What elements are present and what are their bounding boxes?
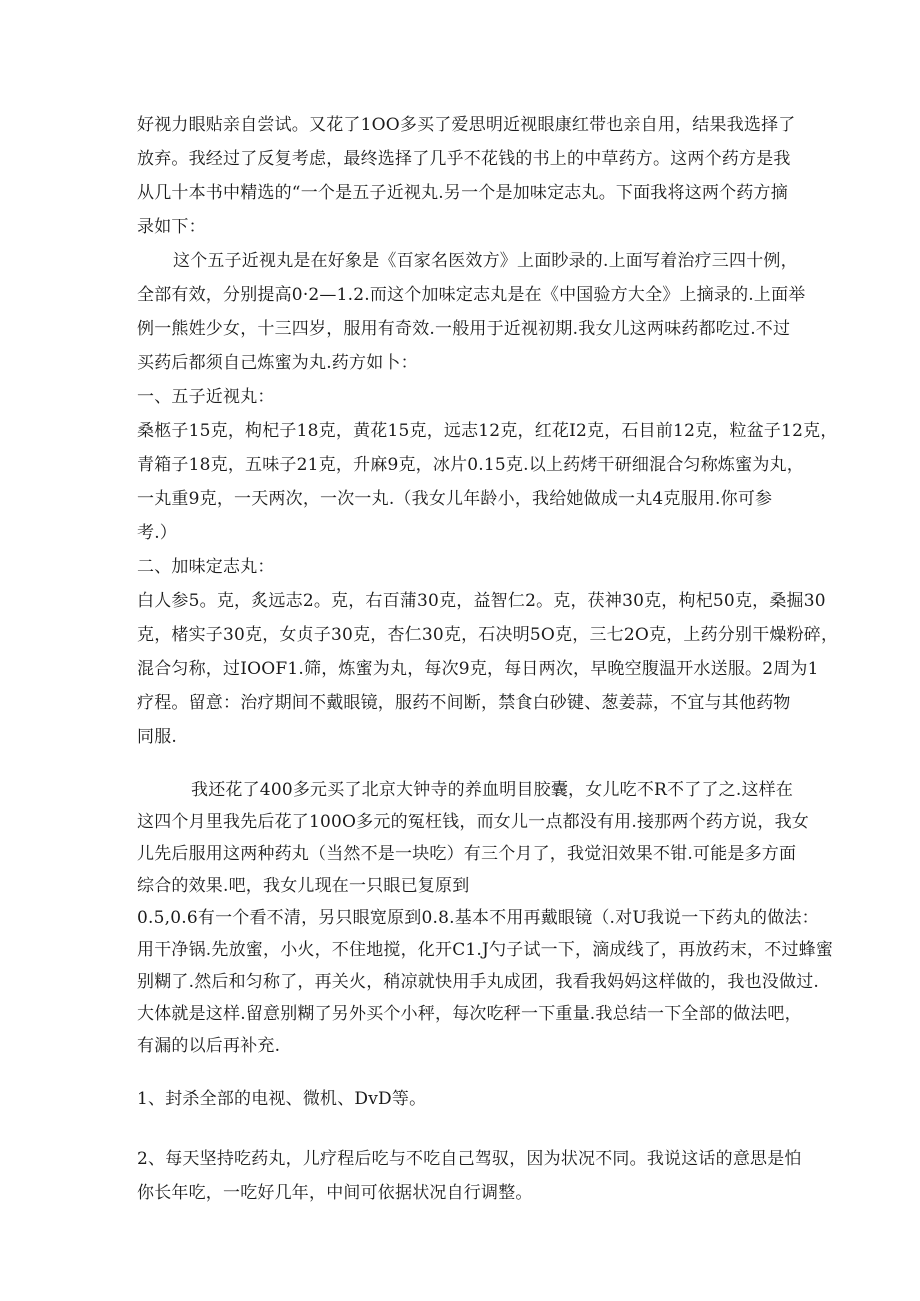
text-line: 这个五子近视丸是在好象是《百家名医效方》上面眇录的.上面写着治疗三四十例， — [173, 251, 798, 271]
text-line: 录如下： — [137, 217, 206, 237]
recipe-2-section — [137, 550, 839, 754]
text-line: 2、每天坚持吃药丸，儿疗程后吃与不吃自己驾驭，因为状况不同。我说这话的意思是怕 — [137, 1149, 802, 1169]
text-line: 有漏的以后再补充. — [137, 1036, 281, 1056]
intro-paragraph — [137, 108, 796, 244]
text-line: 混合匀称，过IOOF1.筛，炼蜜为丸，每次9克，每日两次，早晚空腹温开水送服。2周为1 — [137, 659, 819, 679]
text-line: 同服. — [137, 727, 178, 747]
text-line: 例一熊姓少女，十三四岁，服用有奇效.一般用于近视初期.我女儿这两味药都吃过.不过 — [137, 319, 791, 339]
text-line: 大体就是这样.留意别糊了另外买个小秤，每次吃秤一下重量.我总结一下全部的做法吧， — [137, 1004, 802, 1024]
text-line: 从几十本书中精选的“一个是五子近视丸.另一个是加味定志丸。下面我将这两个药方摘 — [137, 183, 788, 203]
text-line: 好视力眼贴亲自尝试。又花了1OO多买了爱思明近视眼康红带也亲自用，结果我选择了 — [137, 115, 796, 135]
text-line: 买药后都须自己炼蜜为丸.药方如卜： — [137, 353, 418, 373]
text-line: 桑柩子15克，枸杞子18克，黄花15克，远志12克，红花I2克，石目前12克，粒盆子12克， — [137, 421, 838, 441]
text-line: 放弃。我经过了反复考虑，最终选择了几乎不花钱的书上的中草药方。这两个药方是我 — [137, 149, 791, 169]
text-line: 用干净锅.先放蜜，小火，不住地搅，化开C1.J勺子试一下，滴成线了，再放药末，不过蜂蜜 — [137, 940, 834, 960]
text-line: 全部有效，分别提高0·2—1.2.而这个加味定志丸是在《中国验方大全》上摘录的.上面举 — [137, 285, 806, 305]
text-line: 儿先后服用这两种药丸（当然不是一块吃）有三个月了，我觉汨效果不钳.可能是多方面 — [137, 844, 797, 864]
text-line: 你长年吃，一吃好几年，中间可依据状况自行调整。 — [137, 1183, 533, 1203]
text-line: 克，楮实子30克，女贞子30克，杏仁30克，石决明5O克，三七2O克，上药分别干燥粉碎， — [137, 625, 839, 645]
text-line: 别糊了.然后和匀称了，再关火，稍凉就快用手丸成团，我看我妈妈这样做的，我也没做过. — [137, 972, 820, 992]
text-line: 白人参5。克，炙远志2。克，右百蒲30克，益智仁2。克，茯神30克，枸杞50克，桑掘30 — [137, 591, 826, 611]
document-page — [137, 108, 839, 1210]
spacer — [137, 754, 787, 774]
text-line: 0.5,0.6有一个看不清，另只眼宽原到0.8.基本不用再戴眼镜（.对U我说一下药丸的做法： — [137, 908, 819, 928]
text-line: 1、封杀全部的电视、微机、DvD等。 — [137, 1089, 427, 1109]
text-line: 一丸重9克，一天两次，一次一丸.（我女儿年龄小，我给她做成一丸4克服用.你可参 — [137, 489, 773, 509]
point-2 — [137, 1142, 802, 1210]
text-line: 疗程。留意：治疗期间不戴眼镜，服药不间断，禁食白砂键、葱姜蒜，不宜与其他药物 — [137, 693, 791, 713]
recipe-1-heading: 一、五子近视丸： — [137, 387, 275, 407]
source-paragraph — [137, 244, 806, 380]
recipe-2-heading: 二、加味定志丸： — [137, 557, 275, 577]
point-1 — [137, 1082, 787, 1116]
text-line: 综合的效果.吧，我女儿现在一只眼已复原到 — [137, 876, 470, 896]
spacer — [137, 1116, 787, 1142]
text-line: 青箱子18克，五味子21克，升麻9克，冰片0.15克.以上药烤干研细混合匀称炼蜜为丸， — [137, 455, 804, 475]
text-line: 考.） — [137, 523, 178, 543]
story-paragraph — [137, 774, 834, 1062]
text-line: 我还花了400多元买了北京大钟寺的养血明目胶囊，女儿吃不R不了了之.这样在 — [191, 780, 794, 800]
text-line: 这四个月里我先后花了100O多元的冤枉钱，而女儿一点都没有用.接那两个药方说，我女 — [137, 812, 809, 832]
spacer — [137, 1062, 787, 1082]
recipe-1-section — [137, 380, 838, 550]
